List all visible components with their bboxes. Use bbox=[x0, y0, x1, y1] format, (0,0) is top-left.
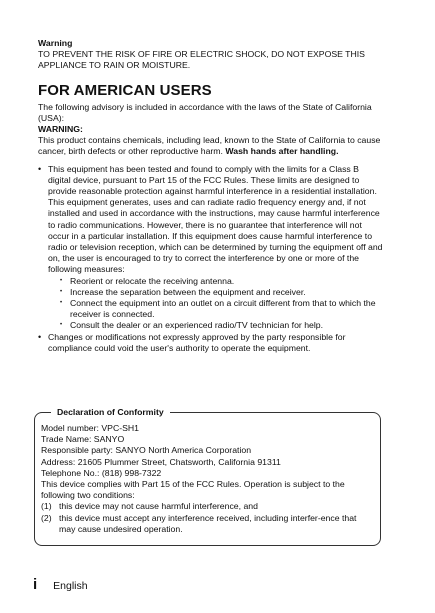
advisory-intro: The following advisory is included in accordance with the laws of the State of California (USA): bbox=[38, 101, 372, 123]
address: Address: 21605 Plummer Street, Chatsworth, California 91311 bbox=[41, 456, 281, 467]
compliance-statement: This device complies with Part 15 of the FCC Rules. Operation is subject to the following two conditions: bbox=[41, 479, 345, 501]
condition-item bbox=[41, 513, 371, 535]
california-warning-text bbox=[38, 135, 384, 157]
condition-item bbox=[41, 501, 371, 512]
warning-body: This product contains chemicals, including lead, known to the State of California to cause cancer, birth defects or other reproductive harm. bbox=[38, 135, 381, 157]
trade-name: Trade Name: SANYO bbox=[41, 434, 125, 445]
condition-number: (2) bbox=[41, 512, 52, 523]
measure-item: • Consult the dealer or an experienced radio/TV technician for help. bbox=[48, 320, 384, 331]
measure-item: • Connect the equipment into an outlet on a circuit different from that to which the receiver is connected. bbox=[48, 298, 384, 320]
fcc-bullets bbox=[38, 164, 384, 354]
condition-text: this device may not cause harmful interference, and bbox=[59, 501, 258, 512]
declaration-body bbox=[41, 423, 371, 535]
fcc-compliance-text: This equipment has been tested and found to comply with the limits for a Class B digital device, pursuant to Part 15 of the FCC Rules. These limits are designed to provide reasonable protection against harmful interference in a residential installation. This equipment generates, uses and can radiate radio frequency energy and, if not installed and used in accordance with the instructions, may cause harmful interference to radio communications. However, there is no guarantee that interference will not occur in a particular installation. If this equipment does cause harmful interference to radio or television reception, which can be determined by turning the equipment off and on, the user is encouraged to try to correct the interference by one or more of the following measures: bbox=[48, 163, 383, 275]
measure-item: • Reorient or relocate the receiving antenna. bbox=[48, 276, 384, 287]
page-footer bbox=[33, 576, 88, 593]
responsible-party: Responsible party: SANYO North America Corporation bbox=[41, 445, 252, 456]
condition-number: (1) bbox=[41, 501, 52, 512]
conditions-list bbox=[41, 501, 371, 535]
page-content bbox=[38, 38, 384, 354]
model-number: Model number: VPC-SH1 bbox=[41, 423, 140, 433]
section-title: FOR AMERICAN USERS bbox=[38, 81, 212, 99]
measure-item: • Increase the separation between the equipment and receiver. bbox=[48, 287, 384, 298]
page-number: i bbox=[33, 576, 38, 593]
declaration-title: Declaration of Conformity bbox=[51, 406, 170, 418]
fcc-bullet-modifications: • Changes or modifications not expressly approved by the party responsible for compliance could void the user's authority to operate the equipment. bbox=[38, 332, 384, 354]
language-label: English bbox=[53, 580, 88, 592]
condition-text: this device must accept any interference received, including interfer-ence that may cause undesired operation. bbox=[59, 512, 357, 534]
warning-text: TO PREVENT THE RISK OF FIRE OR ELECTRIC SHOCK, DO NOT EXPOSE THIS APPLIANCE TO RAIN OR MOISTURE. bbox=[38, 49, 365, 71]
measures-list bbox=[48, 276, 384, 332]
wash-hands-note: Wash hands after handling. bbox=[225, 146, 339, 157]
california-warning-label: WARNING: bbox=[38, 124, 83, 135]
declaration-box bbox=[34, 407, 381, 546]
warning-heading: Warning bbox=[38, 38, 73, 48]
telephone: Telephone No.: (818) 998-7322 bbox=[41, 467, 162, 478]
fcc-bullet-compliance bbox=[38, 164, 384, 332]
